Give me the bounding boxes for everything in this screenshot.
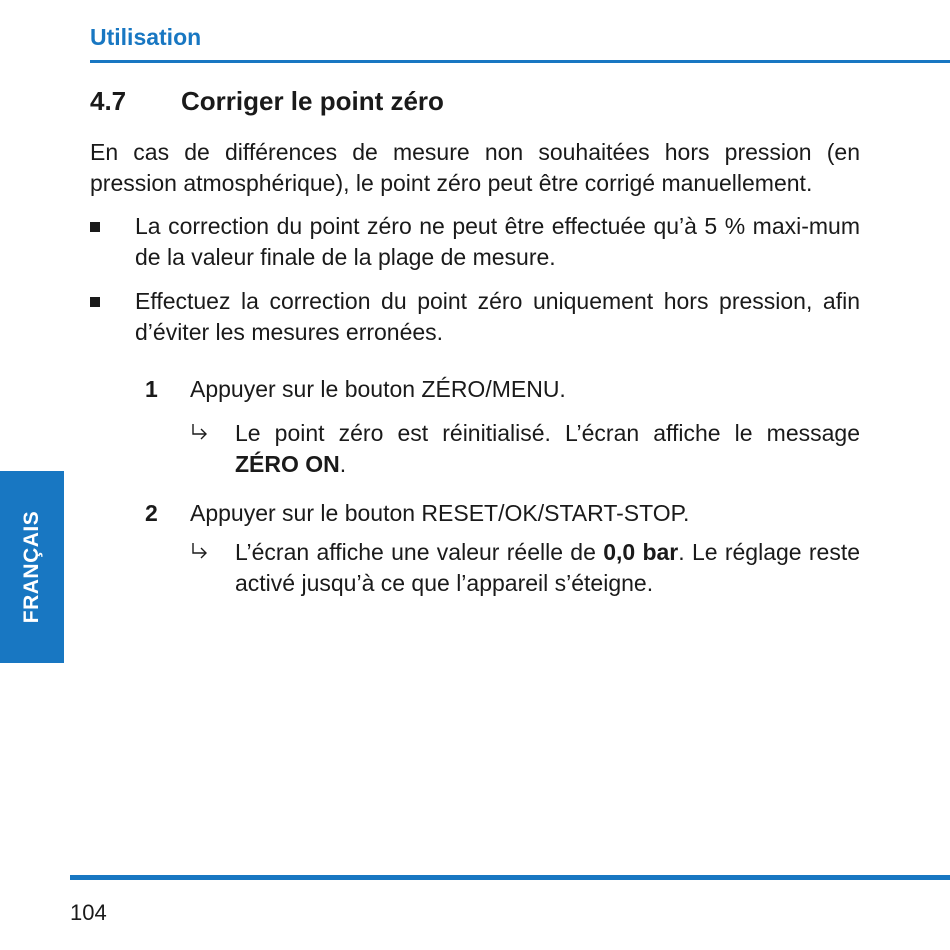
result-text: Le point zéro est réinitialisé. L’écran affiche le message ZÉRO ON. — [235, 420, 860, 477]
result-arrow-icon — [190, 541, 210, 563]
header-divider — [90, 60, 950, 63]
value-text: 0,0 bar — [603, 539, 679, 565]
section-number: 4.7 — [90, 86, 127, 116]
bullet-text: La correction du point zéro ne peut être effectuée qu’à 5 % maxi-mum de la valeur finale de la plage de mesure. — [135, 213, 860, 270]
step-result — [190, 537, 860, 599]
step-text: Appuyer sur le bouton ZÉRO/MENU. — [190, 376, 566, 402]
square-bullet-icon — [90, 297, 100, 307]
bullet-text: Effectuez la correction du point zéro uniquement hors pression, afin d’éviter les mesures erronées. — [135, 288, 860, 345]
step-number: 1 — [145, 376, 158, 402]
language-tab-label: FRANÇAIS — [20, 510, 43, 624]
section-title: Corriger le point zéro — [181, 86, 444, 116]
bullet-item — [90, 286, 860, 348]
message-text: ZÉRO ON — [235, 451, 340, 477]
result-arrow-icon — [190, 422, 210, 444]
intro-paragraph: En cas de différences de mesure non souhaitées hors pression (en pression atmosphérique), le point zéro peut être corrigé manuellement. — [90, 139, 860, 196]
bullet-item — [90, 211, 860, 273]
square-bullet-icon — [90, 222, 100, 232]
footer-divider — [70, 875, 950, 880]
running-header: Utilisation — [90, 24, 202, 50]
result-text: L’écran affiche une valeur réelle de 0,0 bar. Le réglage reste activé jusqu’à ce que l’appareil s’éteigne. — [235, 539, 861, 596]
section-heading — [90, 86, 444, 117]
step-item — [145, 374, 860, 405]
language-tab — [0, 471, 64, 663]
step-item — [145, 498, 860, 529]
step-text: Appuyer sur le bouton RESET/OK/START-STOP. — [190, 500, 690, 526]
step-number: 2 — [145, 500, 158, 526]
page-number: 104 — [70, 900, 107, 925]
step-result — [190, 418, 860, 480]
